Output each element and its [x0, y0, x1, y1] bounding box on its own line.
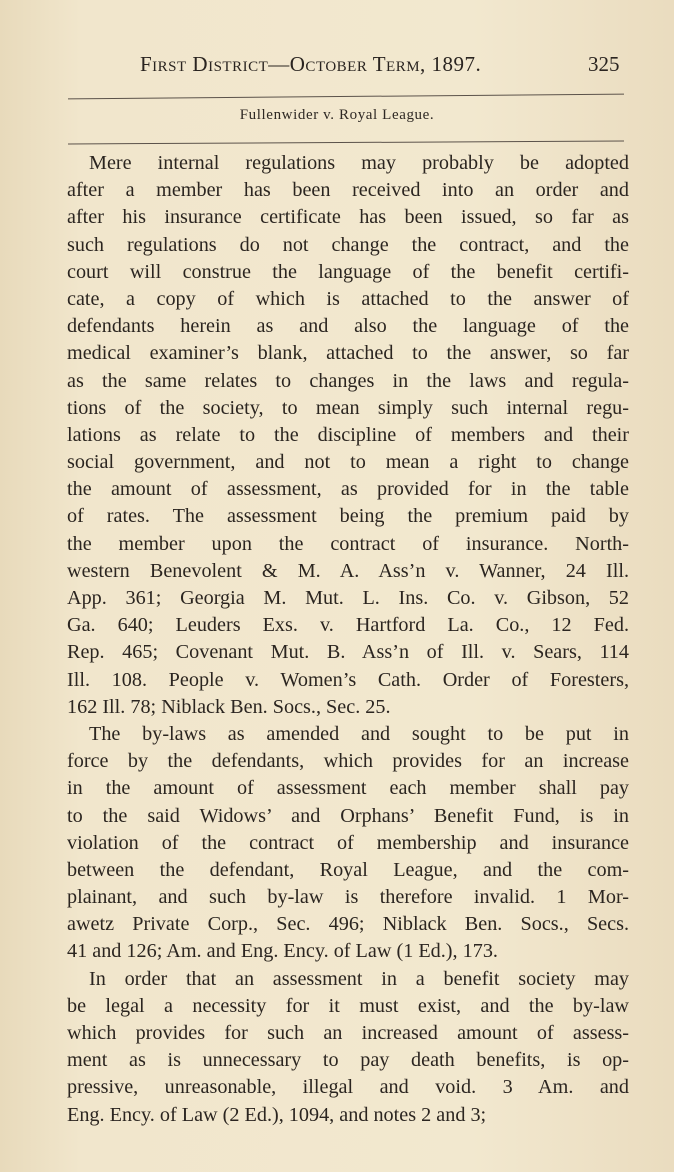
paragraph: [67, 721, 629, 966]
header-rule-top: [68, 94, 624, 100]
text-line: western Benevolent & M. A. Ass’n v. Wanner, 24 Ill.: [67, 559, 629, 582]
text-line: Rep. 465; Covenant Mut. B. Ass’n of Ill. v. Sears, 114: [67, 641, 629, 664]
body-text: [67, 150, 629, 1129]
text-line: after a member has been received into an order and: [67, 179, 629, 202]
text-line: Ill. 108. People v. Women’s Cath. Order of Foresters,: [67, 668, 629, 691]
paragraph: [67, 150, 629, 721]
text-line: force by the defendants, which provides for an increase: [67, 750, 629, 773]
header-rule-bottom: [68, 141, 624, 145]
case-title: Fullenwider v. Royal League.: [239, 107, 435, 123]
text-line: Mere internal regulations may probably be adopted: [89, 152, 629, 174]
text-line: be legal a necessity for it must exist, and the by-law: [67, 994, 629, 1017]
text-line: Ga. 640; Leuders Exs. v. Hartford La. Co., 12 Fed.: [67, 614, 629, 637]
text-line: pressive, unreasonable, illegal and void. 3 Am. and: [67, 1076, 629, 1099]
text-line: such regulations do not change the contract, and the: [67, 233, 629, 256]
paragraph: [67, 966, 629, 1129]
text-line: which provides for such an increased amount of assess-: [67, 1022, 629, 1044]
text-line: the amount of assessment, as provided for in the table: [67, 478, 629, 501]
text-line: violation of the contract of membership and insurance: [67, 831, 629, 854]
running-head-title: First District—October Term, 1897.: [140, 52, 482, 76]
page-number: 325: [588, 52, 620, 76]
text-line: court will construe the language of the benefit certifi-: [67, 260, 629, 283]
text-line: after his insurance certificate has been issued, so far as: [67, 206, 629, 229]
running-head: [0, 52, 674, 88]
text-line: defendants herein as and also the language of the: [67, 315, 629, 338]
text-line: Eng. Ency. of Law (2 Ed.), 1094, and notes 2 and 3;: [67, 1103, 487, 1126]
text-line: the member upon the contract of insurance. North-: [67, 532, 629, 555]
text-line: between the defendant, Royal League, and the com-: [67, 858, 629, 881]
text-line: App. 361; Georgia M. Mut. L. Ins. Co. v. Gibson, 52: [67, 587, 629, 609]
text-line: 41 and 126; Am. and Eng. Ency. of Law (1 Ed.), 173.: [67, 940, 498, 963]
text-line: of rates. The assessment being the premium paid by: [67, 505, 629, 528]
text-line: ment as is unnecessary to pay death benefits, is op-: [67, 1049, 629, 1072]
text-line: In order that an assessment in a benefit society may: [89, 967, 629, 990]
text-line: plainant, and such by-law is therefore invalid. 1 Mor-: [67, 886, 629, 909]
text-line: as the same relates to changes in the laws and regula-: [67, 369, 629, 392]
text-line: awetz Private Corp., Sec. 496; Niblack Ben. Socs., Secs.: [67, 913, 629, 936]
text-line: cate, a copy of which is attached to the answer of: [67, 287, 629, 310]
text-line: 162 Ill. 78; Niblack Ben. Socs., Sec. 25.: [67, 695, 391, 718]
text-line: social government, and not to mean a right to change: [67, 451, 629, 474]
text-line: in the amount of assessment each member shall pay: [67, 777, 629, 800]
text-line: The by-laws as amended and sought to be put in: [89, 722, 629, 745]
text-line: lations as relate to the discipline of members and their: [67, 423, 629, 446]
text-line: medical examiner’s blank, attached to the answer, so far: [67, 342, 629, 365]
text-line: to the said Widows’ and Orphans’ Benefit Fund, is in: [67, 804, 629, 827]
text-line: tions of the society, to mean simply such internal regu-: [67, 396, 629, 419]
